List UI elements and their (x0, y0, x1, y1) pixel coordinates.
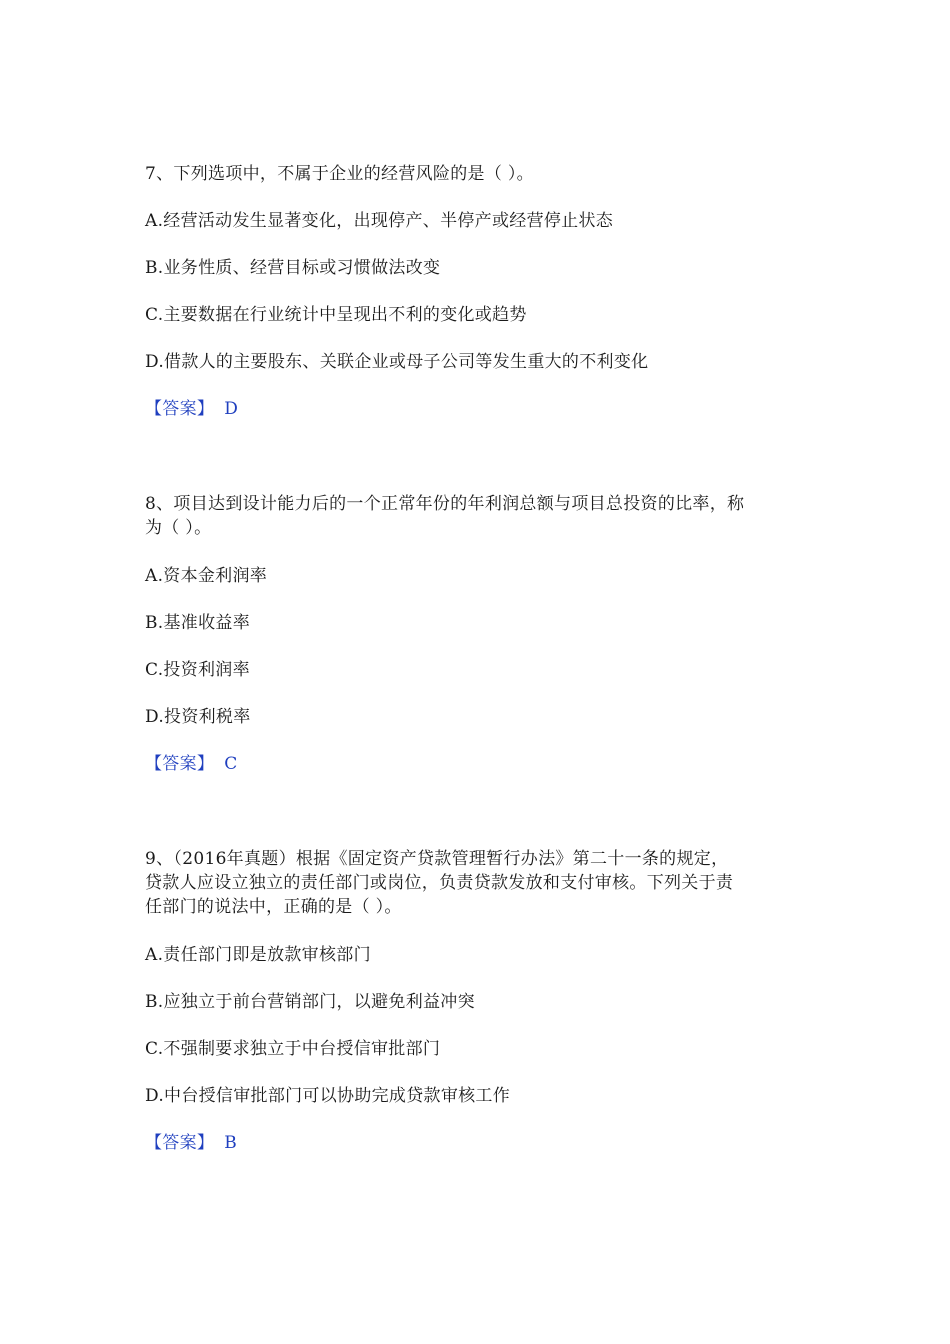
option-c: C.主要数据在行业统计中呈现出不利的变化或趋势 (145, 305, 527, 325)
answer-value: C (224, 754, 238, 774)
answer-label: 【答案】 (145, 1133, 215, 1153)
question-stem-line-1: 8、项目达到设计能力后的一个正常年份的年利润总额与项目总投资的比率，称 (145, 494, 745, 514)
option-a: A.资本金利润率 (145, 566, 268, 586)
answer-label: 【答案】 (145, 754, 215, 774)
question-stem-line-3: 任部门的说法中，正确的是（ ）。 (145, 897, 402, 917)
option-a: A.责任部门即是放款审核部门 (145, 945, 371, 965)
option-b: B.应独立于前台营销部门，以避免利益冲突 (145, 992, 475, 1012)
option-d: D.投资利税率 (145, 707, 251, 727)
question-stem-line-2: 为（ ）。 (145, 518, 212, 538)
option-b: B.基准收益率 (145, 613, 250, 633)
option-c: C.不强制要求独立于中台授信审批部门 (145, 1039, 441, 1059)
answer-label: 【答案】 (145, 399, 215, 419)
option-c: C.投资利润率 (145, 660, 250, 680)
answer-value: B (224, 1133, 237, 1153)
question-stem-line-2: 贷款人应设立独立的责任部门或岗位，负责贷款发放和支付审核。下列关于责 (145, 873, 734, 893)
answer-line (145, 398, 238, 420)
option-d: D.中台授信审批部门可以协助完成贷款审核工作 (145, 1086, 511, 1106)
answer-line (145, 1132, 237, 1154)
question-stem-line-1: 9、（2016年真题）根据《固定资产贷款管理暂行办法》第二十一条的规定， (145, 849, 729, 869)
option-a: A.经营活动发生显著变化，出现停产、半停产或经营停止状态 (145, 211, 614, 231)
question-stem: 7、下列选项中，不属于企业的经营风险的是（ ）。 (145, 164, 534, 184)
answer-line (145, 753, 238, 775)
option-d: D.借款人的主要股东、关联企业或母子公司等发生重大的不利变化 (145, 352, 649, 372)
option-b: B.业务性质、经营目标或习惯做法改变 (145, 258, 441, 278)
answer-value: D (224, 399, 239, 419)
